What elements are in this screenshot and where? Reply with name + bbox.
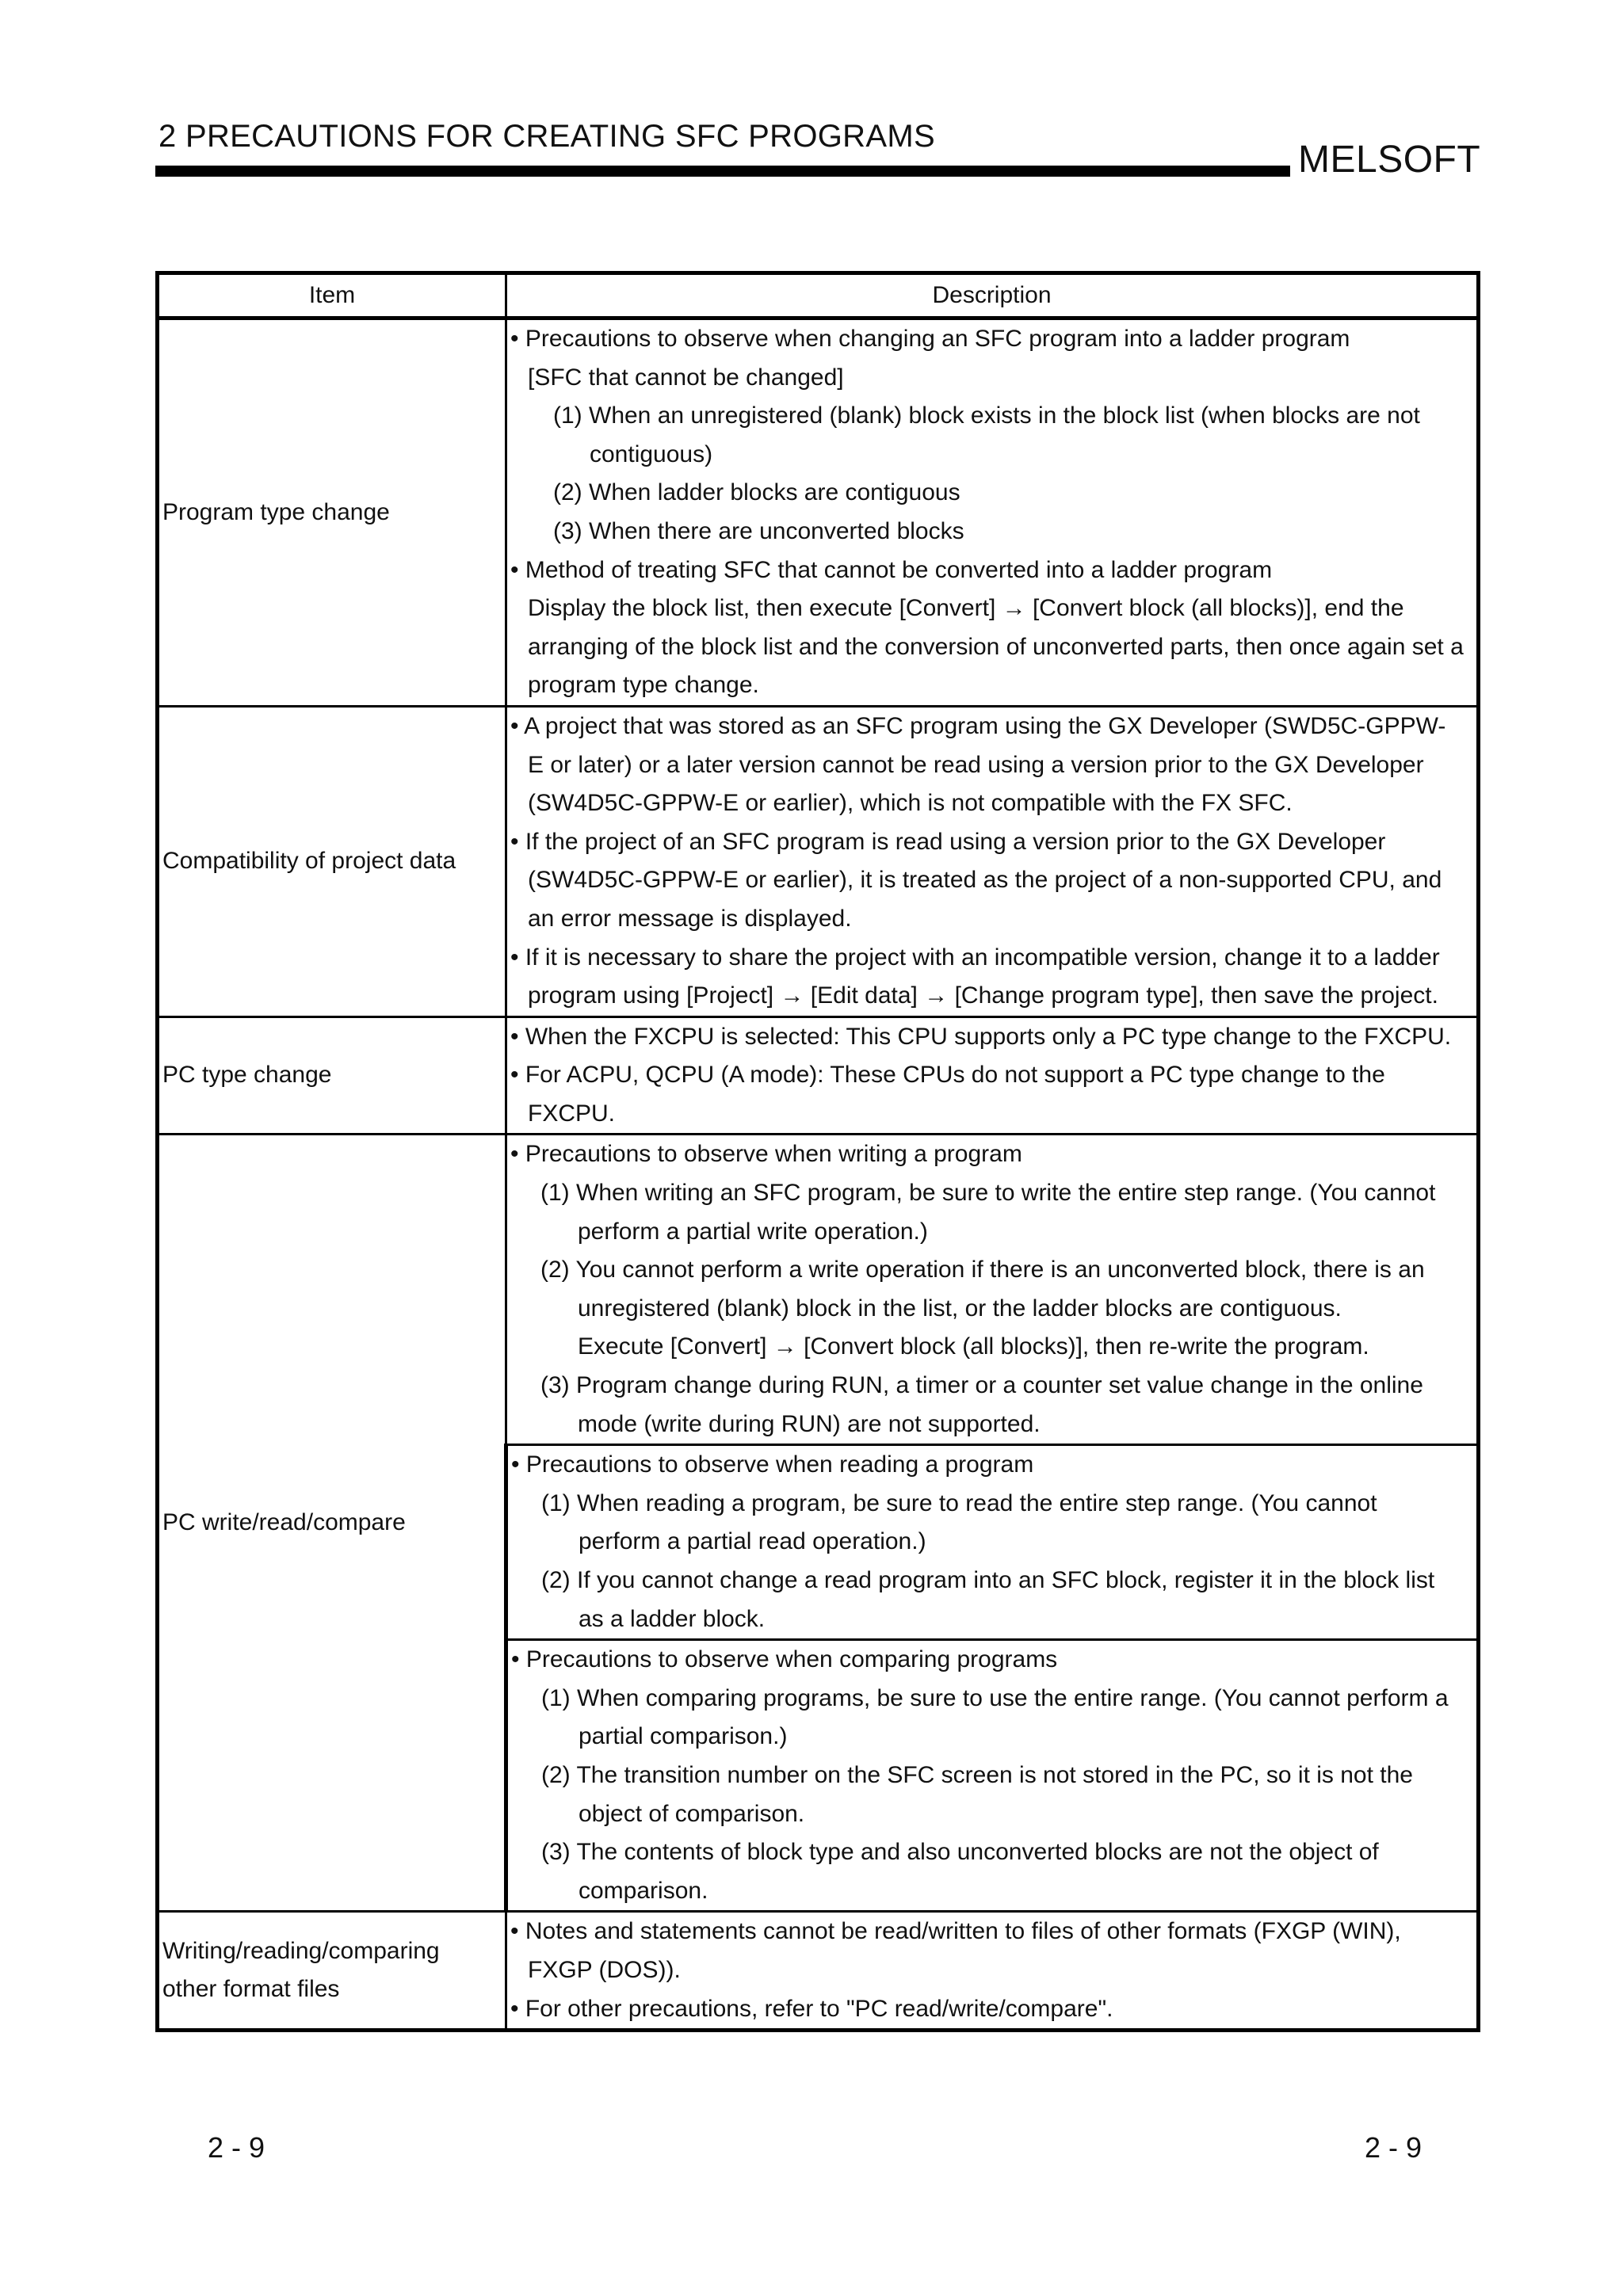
item-cell: [158, 1016, 506, 1135]
description-cell: [506, 1445, 1479, 1640]
description-line: E or later) or a later version cannot be read using a version prior to the GX Developer: [528, 751, 1424, 778]
column-header-item: Item: [158, 273, 506, 318]
description-line: arranging of the block list and the conversion of unconverted parts, then once again set a: [528, 633, 1464, 660]
description-line: object of comparison.: [579, 1800, 805, 1827]
item-cell: [158, 318, 506, 707]
item-label: other format files: [162, 1976, 340, 2003]
item-label: PC type change: [162, 1062, 332, 1089]
description-line: (1) When comparing programs, be sure to use the entire range. (You cannot perform a: [541, 1684, 1449, 1711]
description-line: (SW4D5C-GPPW-E or earlier), it is treated as the project of a non-supported CPU, and: [528, 867, 1442, 894]
description-line: (1) When an unregistered (blank) block exists in the block list (when blocks are not: [553, 402, 1420, 429]
description-line: • Precautions to observe when comparing programs: [511, 1646, 1058, 1673]
description-line: unregistered (blank) block in the list, or the ladder blocks are contiguous.: [578, 1295, 1342, 1322]
description-line: • Precautions to observe when changing an SFC program into a ladder program: [510, 326, 1350, 352]
chapter-title: 2 PRECAUTIONS FOR CREATING SFC PROGRAMS: [158, 119, 935, 154]
page-number-left: 2 - 9: [208, 2131, 265, 2164]
description-line: • For other precautions, refer to "PC read/write/compare".: [510, 1995, 1113, 2022]
description-line: • Precautions to observe when reading a program: [511, 1451, 1034, 1478]
page-number-right: 2 - 9: [1365, 2131, 1423, 2164]
description-line: (2) When ladder blocks are contiguous: [553, 479, 960, 506]
description-line: perform a partial write operation.): [578, 1218, 928, 1245]
description-line: program using [Project] → [Edit data] → [Change program type], then save the project.: [528, 982, 1438, 1009]
description-line: (1) When reading a program, be sure to read the entire step range. (You cannot: [541, 1489, 1377, 1516]
description-line: • If the project of an SFC program is read using a version prior to the GX Developer: [510, 828, 1386, 855]
description-line: (2) If you cannot change a read program into an SFC block, register it in the block list: [541, 1567, 1435, 1593]
description-cell: [506, 1640, 1479, 1912]
description-cell: [506, 318, 1479, 707]
description-line: • A project that was stored as an SFC program using the GX Developer (SWD5C-GPPW-: [510, 712, 1446, 739]
description-cell: [506, 1912, 1479, 2031]
item-cell: [158, 1912, 506, 2031]
description-line: [SFC that cannot be changed]: [528, 364, 844, 391]
description-line: program type change.: [528, 672, 759, 699]
table-row: [158, 318, 1479, 707]
description-line: as a ladder block.: [579, 1605, 766, 1632]
description-line: Display the block list, then execute [Convert] → [Convert block (all blocks)], end the: [528, 595, 1404, 622]
description-cell: [506, 1016, 1479, 1135]
item-label: Program type change: [162, 498, 390, 525]
description-line: • Method of treating SFC that cannot be converted into a ladder program: [510, 556, 1273, 583]
description-line: (2) You cannot perform a write operation if there is an unconverted block, there is an: [540, 1257, 1425, 1283]
description-line: (2) The transition number on the SFC screen is not stored in the PC, so it is not the: [541, 1761, 1413, 1788]
description-line: (3) The contents of block type and also unconverted blocks are not the object of: [541, 1839, 1379, 1866]
table-row: [158, 706, 1479, 1016]
item-label: PC write/read/compare: [162, 1509, 406, 1536]
description-cell: [506, 1135, 1479, 1445]
description-line: comparison.: [579, 1877, 708, 1904]
table-row: [158, 1135, 1479, 1445]
description-line: • If it is necessary to share the project with an incompatible version, change it to a ladder: [510, 944, 1440, 971]
description-line: • Notes and statements cannot be read/written to files of other formats (FXGP (WIN),: [510, 1918, 1401, 1945]
description-line: partial comparison.): [579, 1723, 788, 1750]
description-cell: [506, 706, 1479, 1016]
description-line: • For ACPU, QCPU (A mode): These CPUs do not support a PC type change to the: [510, 1062, 1385, 1089]
description-line: contiguous): [590, 441, 713, 467]
brand-logo-text: MELSOFT: [1298, 139, 1481, 181]
item-label: Compatibility of project data: [162, 848, 456, 875]
description-line: perform a partial read operation.): [579, 1528, 926, 1555]
description-line: mode (write during RUN) are not supported.: [578, 1410, 1041, 1437]
item-cell: [158, 706, 506, 1016]
item-label: Writing/reading/comparing: [162, 1937, 440, 1964]
description-line: (1) When writing an SFC program, be sure to write the entire step range. (You cannot: [540, 1180, 1436, 1207]
precautions-table: [155, 271, 1480, 2032]
description-line: (3) Program change during RUN, a timer or a counter set value change in the online: [540, 1372, 1423, 1399]
description-line: an error message is displayed.: [528, 905, 852, 932]
description-line: FXCPU.: [528, 1100, 616, 1127]
table-header-row: [158, 273, 1479, 318]
description-line: Execute [Convert] → [Convert block (all blocks)], then re-write the program.: [578, 1333, 1369, 1360]
description-line: FXGP (DOS)).: [528, 1956, 681, 1983]
table-row: [158, 1912, 1479, 2031]
column-header-description: Description: [506, 273, 1479, 318]
table-row: [158, 1016, 1479, 1135]
description-line: (SW4D5C-GPPW-E or earlier), which is not compatible with the FX SFC.: [528, 790, 1293, 817]
header-rule: [155, 166, 1290, 177]
description-line: • Precautions to observe when writing a program: [510, 1141, 1022, 1168]
item-cell: [158, 1135, 506, 1912]
description-line: • When the FXCPU is selected: This CPU supports only a PC type change to the FXCPU.: [510, 1023, 1452, 1050]
description-line: (3) When there are unconverted blocks: [553, 517, 964, 544]
